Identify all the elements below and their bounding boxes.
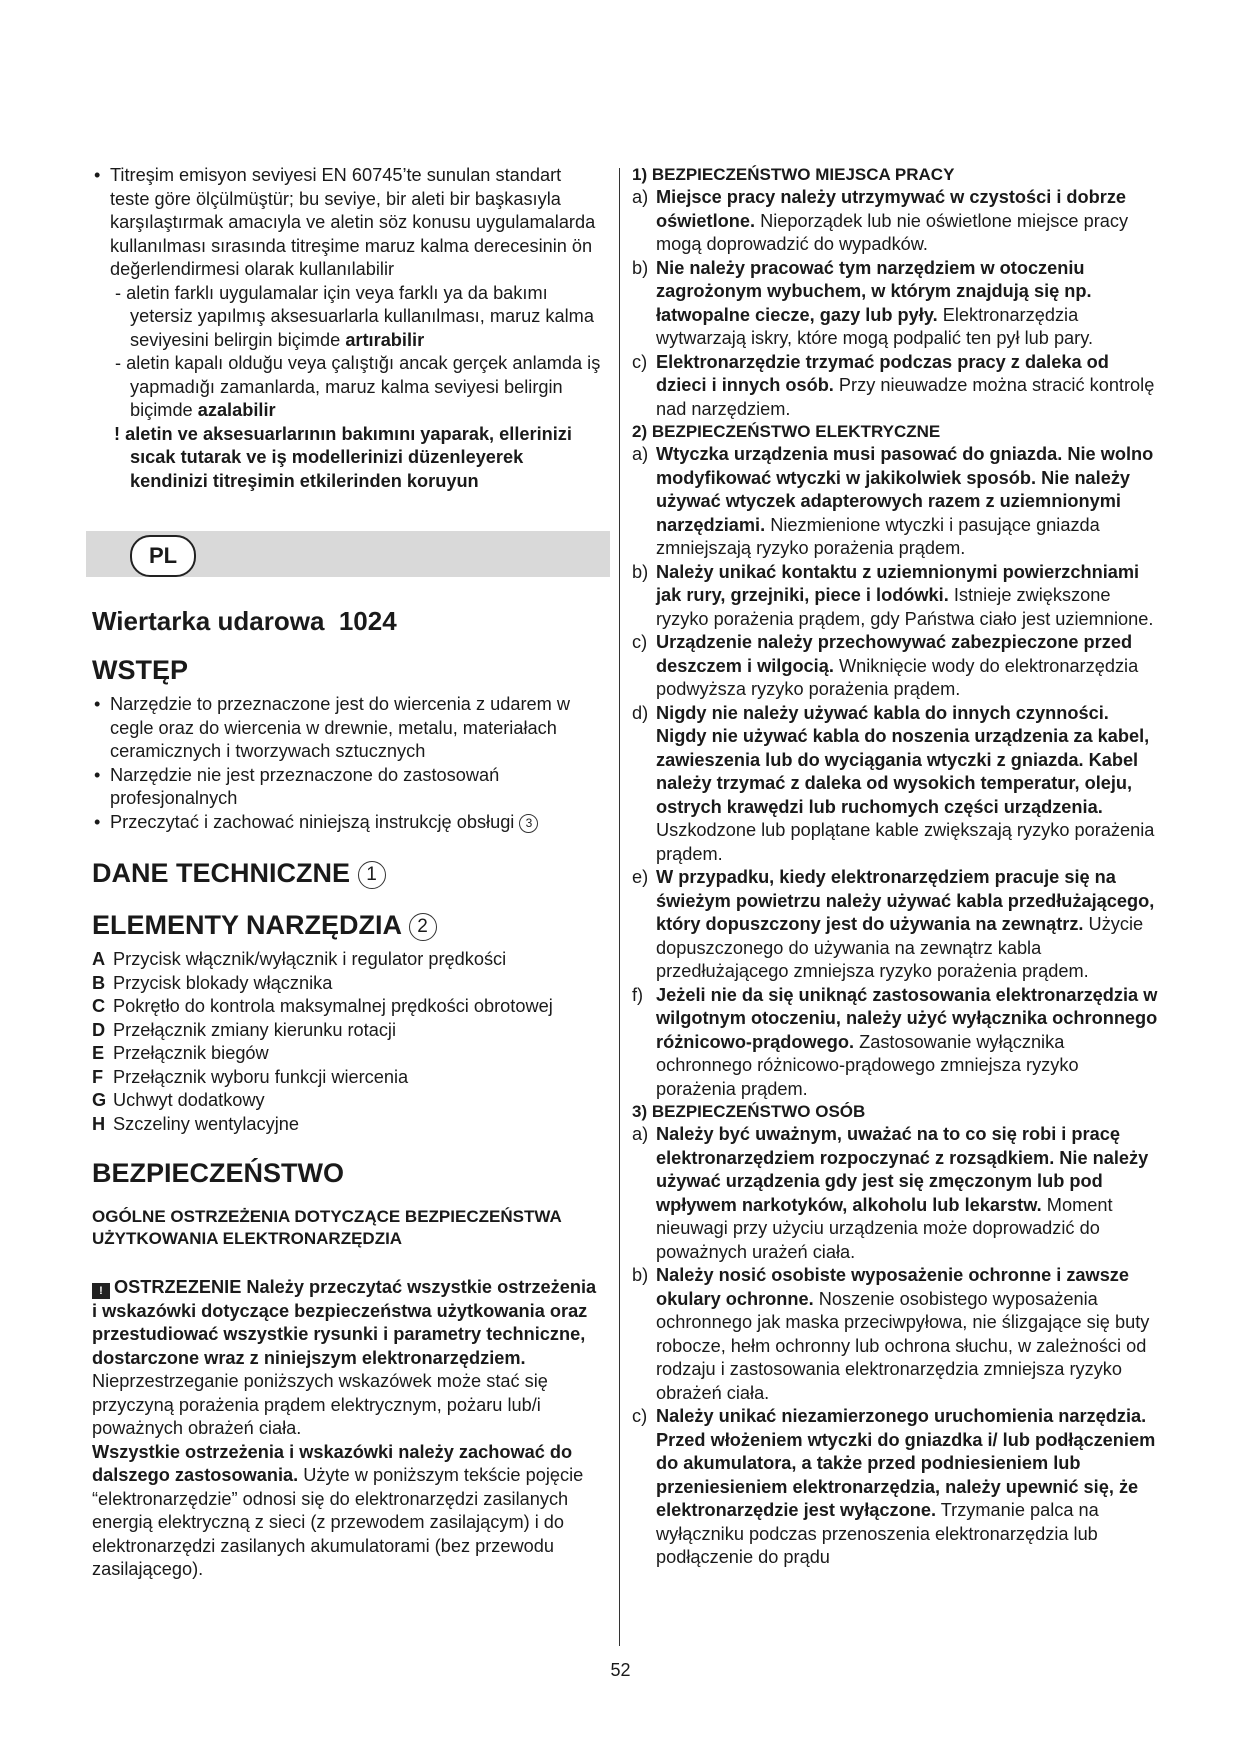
- component-key: G: [92, 1090, 107, 1110]
- heading-intro: WSTĘP: [92, 655, 189, 685]
- section-heading-workplace: 1) BEZPIECZEŃSTWO MIEJSCA PRACY: [632, 165, 955, 184]
- product-title: Wiertarka udarowa 1024: [92, 606, 397, 636]
- electrical-items: [632, 443, 1160, 1101]
- item-text: Użycie dopuszczonego do używania na zewnątrz kabla przedłużającego zmniejsza ryzyko porażenia prądem.: [656, 914, 1144, 981]
- component-item: [92, 1066, 604, 1090]
- component-key: H: [92, 1113, 106, 1134]
- personal-items: [632, 1123, 1160, 1570]
- components-list: [92, 948, 604, 1136]
- item-label: c): [632, 632, 648, 652]
- item-bold: Nigdy nie należy używać kabla do innych czynności. Nigdy nie używać kabla do noszenia urządzenia za kabel, zawieszenia lub do wyciągania wtyczki z gniazda. Kabel należy trzymać z daleka od wysokich temperatur, oleju, ostrych krawędzi lub ruchomych części urządzenia.: [656, 702, 1150, 817]
- workplace-items: [632, 186, 1160, 421]
- item-bold: Urządzenie należy przechowywać zabezpieczone przed deszczem i wilgocią.: [656, 632, 1133, 676]
- component-key: B: [92, 972, 106, 993]
- component-item: [92, 948, 604, 972]
- component-key: C: [92, 996, 106, 1016]
- item-text: Nieporządek lub nie oświetlone miejsce pracy mogą doprowadzić do wypadków.: [656, 210, 1129, 254]
- item-bold: Elektronarzędzie trzymać podczas pracy z daleka od dzieci i innych osób.: [656, 351, 1109, 395]
- component-item: [92, 972, 604, 996]
- item-text: Niezmienione wtyczki i pasujące gniazda zmniejszają ryzyko porażenia prądem.: [656, 514, 1100, 558]
- component-key: D: [92, 1019, 106, 1040]
- intro-bullet-3: [92, 811, 604, 835]
- component-item: [92, 1113, 604, 1137]
- item-text: Wniknięcie wody do elektronarzędzia podwyższa ryzyko porażenia prądem.: [656, 655, 1139, 699]
- component-key: A: [92, 949, 106, 969]
- safety-item: [632, 443, 1160, 561]
- item-label: b): [632, 561, 649, 582]
- tr-warning-text: aletin ve aksesuarlarının bakımını yaparak, ellerinizi sıcak tutarak ve iş modellerinizi düzenleyerek kendinizi titreşimin etkilerinden koruyun: [125, 423, 572, 491]
- right-column: [632, 164, 1160, 1570]
- item-label: e): [632, 867, 649, 887]
- general-warnings-heading: OGÓLNE OSTRZEŻENIA DOTYCZĄCE BEZPIECZEŃSTWA UŻYTKOWANIA ELEKTRONARZĘDZIA: [92, 1207, 562, 1248]
- warning-paragraph: [92, 1276, 604, 1441]
- item-label: b): [632, 1265, 649, 1285]
- tr-dash1-bold: artırabilir: [345, 329, 425, 350]
- component-label: Pokrętło do kontrola maksymalnej prędkości obrotowej: [113, 996, 553, 1016]
- safety-item: [632, 702, 1160, 867]
- item-label: b): [632, 257, 649, 278]
- item-label: f): [632, 984, 644, 1005]
- item-text: Zastosowanie wyłącznika ochronnego różnicowo-prądowego zmniejsza ryzyko porażenia prądem.: [656, 1031, 1079, 1099]
- heading-tech-data: [92, 856, 604, 890]
- safety-item: [632, 866, 1160, 984]
- language-badge: PL: [130, 535, 196, 577]
- item-bold: Należy nosić osobiste wyposażenie ochronne i zawsze okulary ochronne.: [656, 1265, 1130, 1309]
- component-label: Przełącznik wyboru funkcji wiercenia: [113, 1066, 409, 1087]
- keep-bold-text: Wszystkie ostrzeżenia i wskazówki należy zachować do dalszego zastosowania.: [92, 1441, 573, 1485]
- intro-list: [92, 693, 604, 834]
- item-text: Istnieje zwiększone ryzyko porażenia prądem, gdy Państwa ciało jest uziemnione.: [656, 585, 1154, 629]
- warning-text: Nieprzestrzeganie poniższych wskazówek może stać się przyczyną porażenia prądem elektrycznym, pożaru lub/i poważnych obrażeń ciała.: [92, 1371, 548, 1438]
- safety-item: [632, 1264, 1160, 1405]
- keep-text: Użyte w poniższym tekście pojęcie “elektronarzędzie” odnosi się do elektronarzędzi zasilanych energią elektryczną z sieci (z przewodem zasilającym) i do elektronarzędzi zasilanych akumulatorami (bez przewodu zasilającego).: [92, 1465, 584, 1579]
- figure-ref-3: 3: [519, 814, 538, 833]
- component-item: [92, 1019, 604, 1043]
- item-text: Trzymanie palca na wyłączniku podczas przenoszenia elektronarzędzia lub podłączenie do prądu: [656, 1500, 1099, 1567]
- figure-ref-1: 1: [358, 861, 386, 889]
- heading-elements-text: ELEMENTY NARZĘDZIA: [92, 910, 402, 940]
- component-label: Szczeliny wentylacyjne: [113, 1113, 299, 1134]
- safety-item: [632, 984, 1160, 1102]
- safety-item: [632, 351, 1160, 422]
- component-label: Przycisk blokady włącznika: [113, 972, 333, 993]
- safety-item: [632, 561, 1160, 632]
- tr-dash2-bold: azalabilir: [197, 400, 276, 420]
- heading-safety: BEZPIECZEŃSTWO: [92, 1158, 345, 1188]
- item-label: a): [632, 444, 649, 464]
- tr-vibration-bullet: • Titreşim emisyon seviyesi EN 60745’te sunulan standart teste göre ölçülmüştür; bu seviye, bir aleti bir başkasıyla karşılaştırmak amacıyla ve aletin söz konusu uygulamalarda kullanılması sırasında titreşime maruz kalma derecesinin ön değerlendirmesi olarak kullanılabilir: [92, 164, 604, 282]
- item-text: Noszenie osobistego wyposażenia ochronnego jak maska przeciwpyłowa, nie ślizgające się buty robocze, hełm ochronny lub ochrona słuchu, w zależności od rodzaju i zastosowania elektronarzędzia zmniejsza ryzyko obrażeń ciała.: [656, 1288, 1150, 1403]
- item-bold: Należy unikać niezamierzonego uruchomienia narzędzia. Przed włożeniem wtyczki do gniazdka i/ lub podłączeniem do akumulatora, a także przed podniesieniem lub przeniesieniem elektronarzędzia, należy upewnić się, że elektronarzędzie jest wyłączone.: [656, 1406, 1156, 1520]
- item-label: d): [632, 702, 649, 723]
- item-bold: Nie należy pracować tym narzędziem w otoczeniu zagrożonym wybuchem, w którym znajdują się np. łatwopalne ciecze, gazy lub pyły.: [656, 257, 1092, 325]
- item-text: Elektronarzędzia wytwarzają iskry, które mogą podpalić ten pył lub pary.: [656, 304, 1094, 348]
- tr-dash2-text: aletin kapalı olduğu veya çalıştığı ancak gerçek anlamda iş yapmadığı zamanlarda, maruz kalma seviyesi belirgin biçimde: [126, 353, 601, 420]
- intro-bullet-2: • Narzędzie nie jest przeznaczone do zastosowań profesjonalnych: [92, 764, 604, 811]
- tr-dash-item-2: - aletin kapalı olduğu veya çalıştığı ancak gerçek anlamda iş yapmadığı zamanlarda, maruz kalma seviyesi belirgin biçimde azalabilir: [115, 353, 601, 420]
- component-item: [92, 1042, 604, 1066]
- section-heading-electrical: 2) BEZPIECZEŃSTWO ELEKTRYCZNE: [632, 422, 941, 441]
- warning-bold-text: OSTRZEZENIE Należy przeczytać wszystkie ostrzeżenia i wskazówki dotyczące bezpieczeństwa użytkowania oraz przestudiować wszystkie rysunki i parametry techniczne, dostarczone wraz z niniejszym elektronarzędziem.: [92, 1277, 597, 1368]
- component-label: Przycisk włącznik/wyłącznik i regulator prędkości: [113, 949, 507, 969]
- figure-ref-2: 2: [409, 913, 437, 941]
- component-key: F: [92, 1066, 104, 1087]
- left-column: [92, 164, 604, 1582]
- intro-bullet-1: • Narzędzie to przeznaczone jest do wiercenia z udarem w cegle oraz do wiercenia w drewnie, metalu, materiałach ceramicznych i tworzywach sztucznych: [92, 693, 604, 764]
- item-bold: W przypadku, kiedy elektronarzędziem pracuje się na świeżym powietrzu należy używać kabla przedłużającego, który dopuszczony jest do używania na zewnątrz.: [656, 867, 1155, 934]
- tr-warning-item: ! aletin ve aksesuarlarının bakımını yaparak, ellerinizi sıcak tutarak ve iş modellerinizi düzenleyerek kendinizi titreşimin etkilerinden koruyun: [114, 423, 572, 491]
- item-label: a): [632, 1124, 649, 1144]
- safety-item: [632, 1123, 1160, 1264]
- component-key: E: [92, 1043, 105, 1063]
- component-label: Uchwyt dodatkowy: [113, 1090, 265, 1110]
- item-text: Uszkodzone lub poplątane kable zwiększają ryzyko porażenia prądem.: [656, 820, 1155, 864]
- warning-triangle-icon: !: [92, 1283, 110, 1299]
- section-heading-personal: 3) BEZPIECZEŃSTWO OSÓB: [632, 1102, 866, 1121]
- item-text: Moment nieuwagi przy użyciu urządzenia może doprowadzić do poważnych urażeń ciała.: [656, 1194, 1113, 1262]
- component-label: Przełącznik biegów: [113, 1043, 269, 1063]
- item-bold: Miejsce pracy należy utrzymywać w czystości i dobrze oświetlone.: [656, 187, 1127, 231]
- item-bold: Jeżeli nie da się uniknąć zastosowania elektronarzędzia w wilgotnym otoczeniu, należy użyć wyłącznika ochronnego różnicowo-prądowego.: [656, 984, 1158, 1052]
- keep-instructions-paragraph: [92, 1441, 604, 1582]
- page-number: 52: [610, 1660, 631, 1680]
- column-divider: [619, 168, 620, 1646]
- safety-item: [632, 631, 1160, 702]
- component-label: Przełącznik zmiany kierunku rotacji: [113, 1019, 397, 1040]
- component-item: [92, 1089, 604, 1113]
- language-bar: [86, 531, 610, 577]
- safety-item: [632, 186, 1160, 257]
- safety-item: [632, 1405, 1160, 1570]
- component-item: [92, 995, 604, 1019]
- intro-bullet-3-text: Przeczytać i zachować niniejszą instrukcję obsługi: [110, 811, 515, 832]
- item-label: a): [632, 187, 649, 207]
- heading-elements: [92, 908, 604, 942]
- safety-item: [632, 257, 1160, 351]
- item-text: Przy nieuwadze można stracić kontrolę nad narzędziem.: [656, 375, 1155, 419]
- item-bold: Należy być uważnym, uważać na to co się robi i pracę elektronarzędziem rozpoczynać z rozsądkiem. Nie należy używać urządzenia gdy jest się zmęczonym lub pod wpływem narkotyków, alkoholu lub lekarstw.: [656, 1124, 1149, 1215]
- item-label: c): [632, 1406, 648, 1426]
- item-label: c): [632, 351, 648, 372]
- item-bold: Wtyczka urządzenia musi pasować do gniazda. Nie wolno modyfikować wtyczki w jakikolwiek sposób. Nie należy używać wtyczek adapterowych razem z uziemnionymi narzędziami.: [656, 444, 1154, 535]
- tr-dash1-text: aletin farklı uygulamalar için veya farklı ya da bakımı yetersiz yapılmış aksesuarlarla kullanılması, maruz kalma seviyesini belirgin biçimde: [126, 282, 594, 350]
- heading-tech-text: DANE TECHNICZNE: [92, 858, 351, 888]
- tr-dash-item-1: - aletin farklı uygulamalar için veya farklı ya da bakımı yetersiz yapılmış aksesuarlarla kullanılması, maruz kalma seviyesini belirgin biçimde artırabilir: [115, 282, 594, 350]
- item-bold: Należy unikać kontaktu z uziemnionymi powierzchniami jak rury, grzejniki, piece i lodówki.: [656, 561, 1140, 605]
